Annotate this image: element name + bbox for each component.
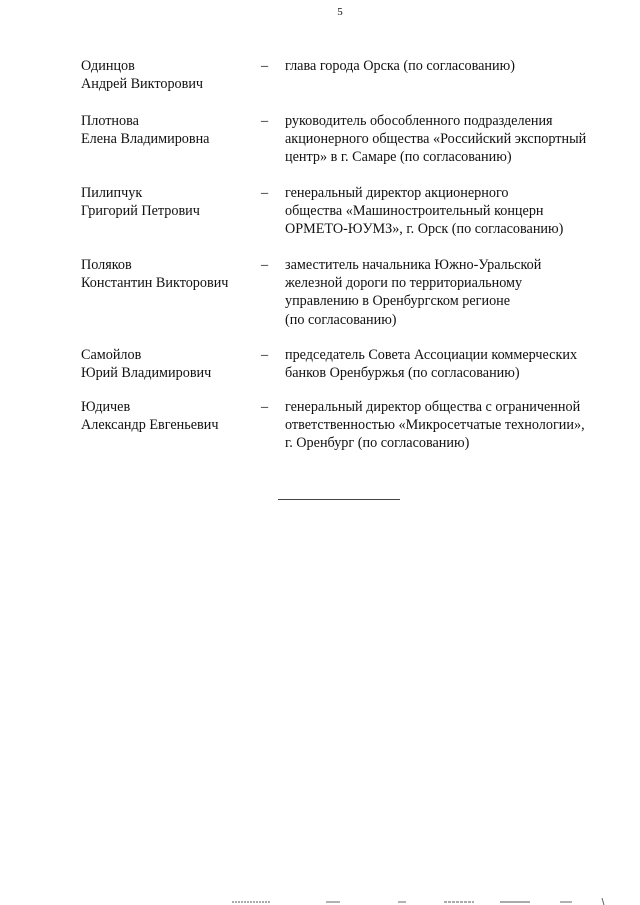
separator-dash: – (261, 347, 269, 363)
member-given-names: Александр Евгеньевич (81, 417, 219, 434)
member-name (81, 112, 261, 148)
position-line: глава города Орска (по согласованию) (285, 58, 515, 74)
member-given-names: Андрей Викторович (81, 76, 204, 93)
position-line: заместитель начальника Южно-Уральской (285, 257, 542, 273)
position-line: г. Оренбург (по согласованию) (285, 435, 470, 452)
member-entry (81, 57, 611, 112)
position-line: управлению в Оренбургском регионе (285, 293, 511, 310)
member-given-names: Константин Викторович (81, 275, 229, 292)
member-position (285, 398, 610, 453)
member-position (285, 57, 610, 75)
member-name (81, 184, 261, 220)
position-line: руководитель обособленного подразделения (285, 113, 553, 129)
member-surname: Юдичев (81, 399, 131, 415)
member-surname: Пилипчук (81, 185, 143, 201)
member-name (81, 346, 261, 382)
member-position (285, 184, 610, 239)
position-line: генеральный директор акционерного (285, 185, 509, 201)
position-line: акционерного общества «Российский экспортный (285, 131, 587, 148)
scan-edge-marks (0, 898, 640, 905)
member-name (81, 398, 261, 434)
position-line: генеральный директор общества с ограниченной (285, 399, 581, 415)
member-position (285, 256, 610, 329)
member-entry (81, 184, 611, 256)
separator-dash: – (261, 399, 269, 415)
member-given-names: Григорий Петрович (81, 203, 200, 220)
member-surname: Поляков (81, 257, 132, 273)
member-position (285, 346, 610, 382)
separator-dash: – (261, 58, 269, 74)
member-entry (81, 256, 611, 346)
separator-dash: – (261, 257, 269, 273)
member-surname: Плотнова (81, 113, 139, 129)
member-given-names: Елена Владимировна (81, 131, 210, 148)
position-line: ответственностью «Микросетчатые технологии», (285, 417, 585, 434)
position-line: железной дороги по территориальному (285, 275, 523, 292)
position-line: центр» в г. Самаре (по согласованию) (285, 149, 512, 166)
position-line: банков Оренбуржья (по согласованию) (285, 365, 520, 382)
member-surname: Самойлов (81, 347, 142, 363)
end-of-list-rule (278, 499, 400, 500)
separator-dash: – (261, 113, 269, 129)
page-number: 5 (337, 6, 343, 18)
position-line: (по согласованию) (285, 311, 397, 328)
member-entry (81, 346, 611, 398)
member-name (81, 57, 261, 93)
member-list (81, 57, 611, 453)
member-position (285, 112, 610, 167)
member-surname: Одинцов (81, 58, 135, 74)
position-line: общества «Машиностроительный концерн (285, 203, 544, 220)
member-entry (81, 398, 611, 453)
separator-dash: – (261, 185, 269, 201)
member-given-names: Юрий Владимирович (81, 365, 212, 382)
member-name (81, 256, 261, 292)
position-line: ОРМЕТО-ЮУМЗ», г. Орск (по согласованию) (285, 221, 564, 238)
position-line: председатель Совета Ассоциации коммерческих (285, 347, 578, 363)
member-entry (81, 112, 611, 184)
